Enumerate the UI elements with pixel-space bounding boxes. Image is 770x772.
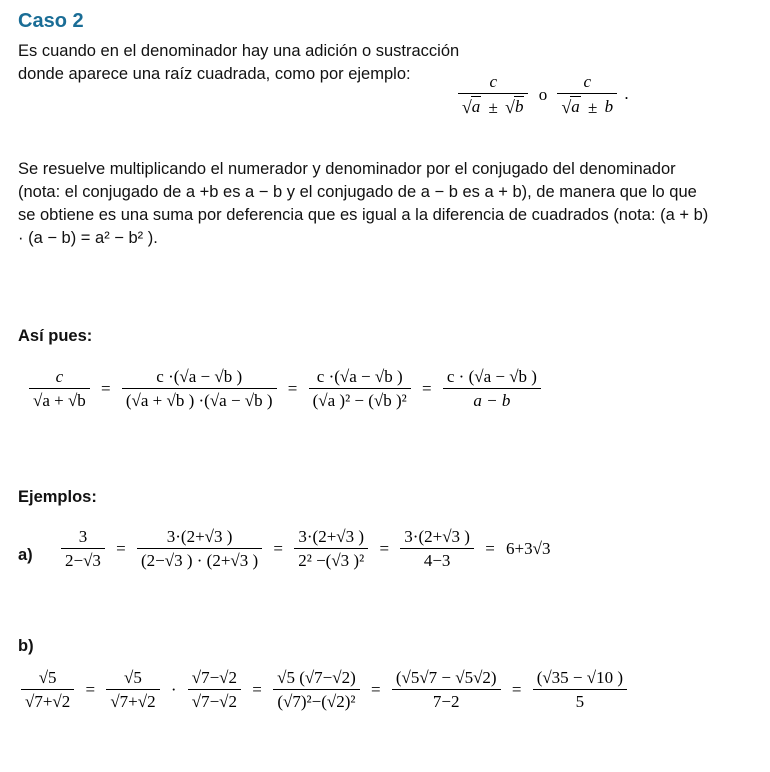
- fraction-denominator: [557, 94, 617, 118]
- fraction-denominator: 2² −(√3 )²: [298, 551, 365, 570]
- example-a-step-2: [137, 527, 262, 571]
- fraction-numerator: √7−√2: [188, 668, 241, 690]
- example-a-step-3: [294, 527, 368, 571]
- fraction-numerator: c ·(√a − √b ): [122, 367, 277, 389]
- fraction-numerator: 3·(2+√3 ): [294, 527, 368, 549]
- equals-sign: =: [101, 379, 111, 398]
- multiplication-sign: ·: [170, 680, 177, 699]
- plus-minus-op: ±: [587, 98, 598, 118]
- example-b-step-2: [106, 668, 159, 712]
- example-b-step-6: [533, 668, 627, 712]
- equals-sign: =: [252, 680, 262, 699]
- equals-sign: =: [485, 539, 495, 558]
- variable-b: b: [604, 97, 614, 116]
- example-a-step-1: [61, 527, 105, 571]
- equals-sign: =: [379, 539, 390, 558]
- fraction-numerator: 3·(2+√3 ): [137, 527, 262, 549]
- paragraph-intro: Es cuando en el denominador hay una adición o sustracción donde aparece una raíz cuadrada, como por ejemplo:: [18, 42, 460, 83]
- derivation-step-4: [443, 367, 541, 411]
- fraction-denominator: √a + √b: [33, 391, 86, 410]
- fraction-numerator: (√35 − √10 ): [533, 668, 627, 690]
- fraction-denominator: [458, 94, 528, 118]
- label-ejemplos: Ejemplos:: [18, 488, 97, 506]
- fraction-numerator: c ·(√a − √b ): [309, 367, 411, 389]
- fraction-denominator: 4−3: [423, 551, 451, 570]
- fraction-denominator: (√7)²−(√2)²: [277, 692, 356, 711]
- list-item-a-label: a): [18, 546, 33, 564]
- trailing-period: .: [624, 83, 629, 103]
- fraction-denominator: 7−2: [432, 692, 460, 711]
- fraction-numerator: √5 (√7−√2): [273, 668, 360, 690]
- label-asi-pues: Así pues:: [18, 327, 93, 345]
- fraction-numerator: c: [458, 72, 528, 94]
- fraction-numerator: (√5√7 − √5√2): [392, 668, 501, 690]
- fraction-numerator: 3: [61, 527, 105, 549]
- fraction-denominator: √7−√2: [191, 692, 238, 711]
- derivation-step-1: [29, 367, 90, 411]
- derivation-step-2: [122, 367, 277, 411]
- example-a-step-4: [400, 527, 474, 571]
- fraction-denominator: √7+√2: [25, 692, 71, 711]
- sqrt-a-icon: √a: [462, 97, 481, 117]
- example-b-formula: [18, 668, 630, 712]
- example-b-step-5: [392, 668, 501, 712]
- fraction-numerator: √5: [106, 668, 159, 690]
- equals-sign: =: [85, 680, 96, 699]
- inline-fraction-1: [458, 72, 528, 118]
- derivation-step-3: [309, 367, 411, 411]
- equals-sign: =: [422, 379, 432, 398]
- equals-sign: =: [371, 680, 381, 699]
- equals-sign: =: [511, 680, 522, 699]
- connector-o: o: [538, 85, 548, 105]
- fraction-numerator: c · (√a − √b ): [443, 367, 541, 389]
- fraction-numerator: c: [557, 72, 617, 94]
- example-b-step-3: [188, 668, 241, 712]
- fraction-denominator: 5: [575, 692, 585, 711]
- fraction-denominator: 2−√3: [65, 551, 101, 570]
- sqrt-a-icon: √a: [561, 97, 580, 117]
- equals-sign: =: [287, 379, 298, 398]
- list-item-b-label: b): [18, 637, 34, 655]
- example-a-result: 6+3√3: [506, 539, 551, 558]
- fraction-numerator: c: [29, 367, 90, 389]
- fraction-denominator: (2−√3 ) · (2+√3 ): [141, 551, 259, 570]
- fraction-denominator: (√a )² − (√b )²: [312, 391, 407, 410]
- derivation-formula: [26, 367, 544, 411]
- inline-example-formula: [455, 72, 629, 118]
- fraction-numerator: √5: [21, 668, 74, 690]
- equals-sign: =: [116, 539, 126, 558]
- paragraph-method: Se resuelve multiplicando el numerador y denominador por el conjugado del denominador (nota: el conjugado de a +b es a − b y el conjugado de a − b es a + b), de manera que lo que se obtiene es una suma por deferencia que es igual a la diferencia de cuadrados (nota: (a + b) · (a − b) = a² − b² ).: [18, 160, 709, 247]
- example-a-formula: [58, 527, 553, 571]
- page-heading: Caso 2: [18, 10, 84, 32]
- fraction-denominator: a − b: [473, 391, 511, 410]
- inline-fraction-2: [557, 72, 617, 118]
- example-b-step-1: [21, 668, 74, 712]
- fraction-denominator: √7+√2: [110, 692, 156, 711]
- fraction-numerator: 3·(2+√3 ): [400, 527, 474, 549]
- sqrt-b-icon: √b: [505, 97, 524, 117]
- plus-minus-op: ±: [488, 98, 498, 118]
- fraction-denominator: (√a + √b ) ·(√a − √b ): [125, 391, 273, 410]
- equals-sign: =: [273, 539, 283, 558]
- example-b-step-4: [273, 668, 360, 712]
